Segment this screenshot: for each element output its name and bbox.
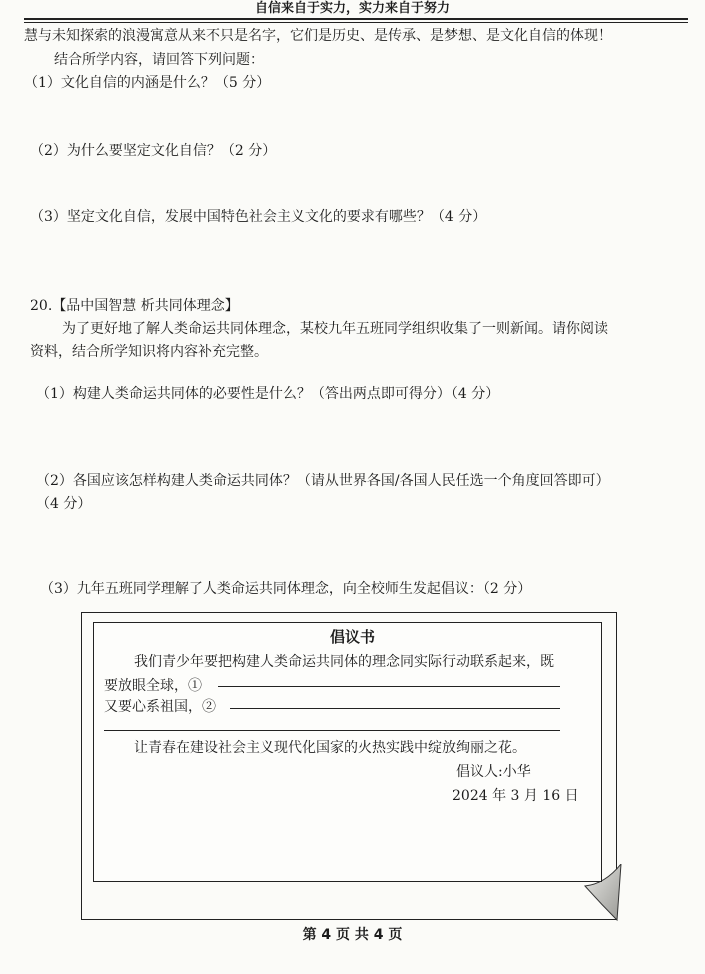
proposal-line-4: 让青春在建设社会主义现代化国家的火热实践中绽放绚丽之花。: [134, 740, 526, 756]
q19-part-1: （1）文化自信的内涵是什么？（5 分）: [24, 75, 271, 91]
proposal-blank-2[interactable]: [230, 708, 560, 709]
proposal-blank-1[interactable]: [218, 686, 560, 687]
intro-line-1: 慧与未知探索的浪漫寓意从来不只是名字，它们是历史、是传承、是梦想、是文化自信的体现！: [24, 28, 612, 44]
q19-part-2: （2）为什么要坚定文化自信？（2 分）: [30, 143, 277, 159]
q20-intro-2: 资料，结合所学知识将内容补充完整。: [30, 344, 268, 360]
header-motto: 自信来自于实力，实力来自于努力: [254, 1, 450, 16]
q20-part-2-line-1: （2）各国应该怎样构建人类命运共同体？（请从世界各国/各国人民任选一个角度回答即可）: [36, 473, 610, 489]
proposal-date: 2024 年 3 月 16 日: [452, 788, 579, 804]
proposal-title: 倡议书: [329, 628, 375, 646]
q19-part-3: （3）坚定文化自信，发展中国特色社会主义文化的要求有哪些？（4 分）: [30, 209, 487, 225]
header-rule-thin: [24, 22, 688, 23]
proposal-line-2: 要放眼全球，①: [104, 678, 202, 694]
proposal-line-1: 我们青少年要把构建人类命运共同体的理念同实际行动联系起来，既: [134, 654, 554, 670]
q20-intro-1: 为了更好地了解人类命运共同体理念，某校九年五班同学组织收集了一则新闻。请你阅读: [62, 321, 608, 337]
q20-part-2-line-2: （4 分）: [36, 496, 92, 512]
header-rule: [24, 18, 688, 20]
proposal-signer: 倡议人:小华: [456, 764, 531, 780]
q20-part-1: （1）构建人类命运共同体的必要性是什么？（答出两点即可得分）（4 分）: [36, 386, 500, 402]
intro-line-2: 结合所学内容，请回答下列问题：: [54, 52, 264, 68]
q20-title: 20.【品中国智慧 析共同体理念】: [30, 298, 239, 314]
q20-part-3: （3）九年五班同学理解了人类命运共同体理念，向全校师生发起倡议：（2 分）: [40, 581, 532, 597]
proposal-blank-3[interactable]: [104, 730, 560, 731]
proposal-line-3: 又要心系祖国，②: [104, 699, 216, 715]
page-number: 第 4 页 共 4 页: [302, 927, 403, 943]
